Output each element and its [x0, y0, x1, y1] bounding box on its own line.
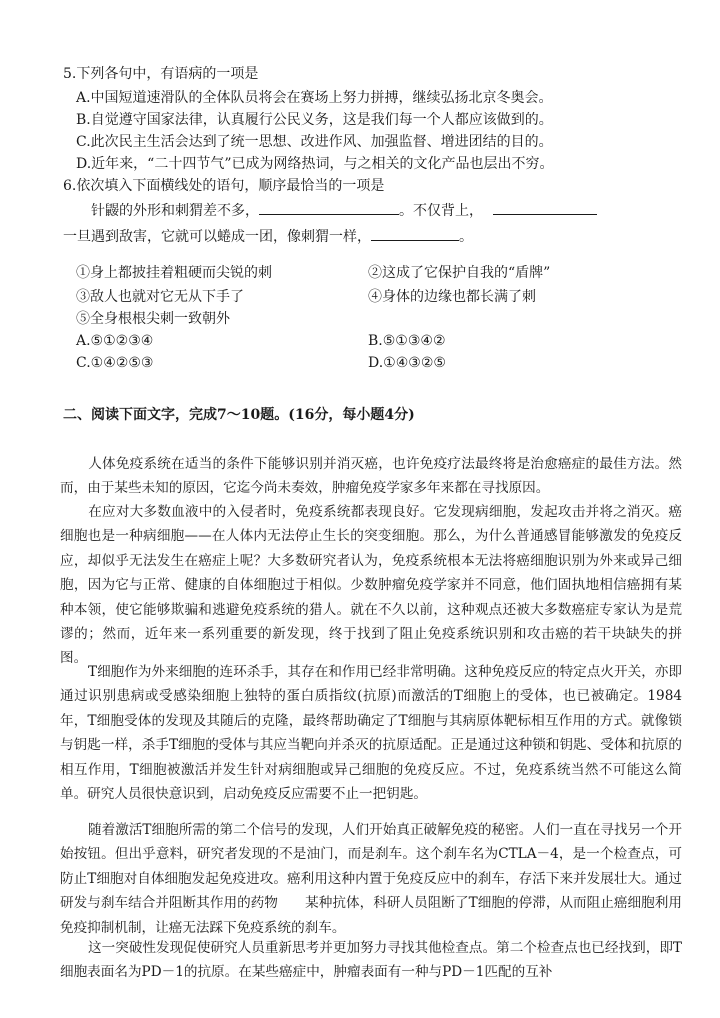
q5-stem: 5.下列各句中，有语病的一项是	[63, 66, 259, 82]
q6-passage-line-2	[63, 226, 473, 247]
p2-line: 激发的免疫反应，却似乎无法发生在癌症上呢？大多数研究者认为，免疫系统根本无法将癌细胞	[60, 528, 683, 569]
q5-option-b: B.自觉遵守国家法律，认真履行公民义务，这是我们每一个人都应该做到的。	[76, 112, 553, 128]
paragraph-4	[60, 818, 682, 940]
p3-line: 通过这种锁和钥匙、受体和抗原的相互作用，T细胞被激活并发生针对病细胞或异己细胞的免疫	[60, 737, 682, 778]
q6-text-3: 一旦遇到敌害，它就可以蜷成一团，像刺猬一样，	[63, 229, 371, 245]
q5-option-d: D.近年来，“二十四节气”已成为网络热词，与之相关的文化产品也层出不穷。	[76, 156, 554, 172]
p1-line: 人体免疫系统在适当的条件下能够识别并消灭癌，也许免疫疗法最终将是治愈癌症的最佳方	[88, 456, 641, 472]
p3-line: 被确定。1984年，T细胞受体的发现及其随后的克隆，最终帮助确定了T细胞与其病原体靶标相	[60, 688, 682, 729]
q6-text-1: 针鼹的外形和刺猬差不多，	[91, 203, 259, 219]
paragraph-2	[60, 500, 682, 671]
p2-line: 识别为外来或异己细胞，因为它与正常、健康的自体细胞过于相似。少数肿瘤免疫学家并不同意，	[60, 552, 683, 594]
p4-line: T细胞的停滞，从而阻止癌细胞利用免疫抑制机制，让癌无法踩下免疫系统的刹车。	[60, 895, 682, 936]
p3-line: 反应。不过，免疫系统当然不可能这么简单。研究人员很快意识到，启动免疫反应需要不止一把	[60, 761, 682, 803]
p4-line: 存活下来并发展壮大。通过研发与刹车结合并阻断其作用的药物 某种抗体，科研人员阻断了	[60, 870, 682, 912]
q6-choice-a: A.⑤①②③④	[76, 333, 154, 349]
q6-item-2: ②这成了它保护自我的“盾牌”	[368, 265, 551, 281]
p2-line: 点还被大多数癌症专家认为是荒谬的；然而，近年来一系列重要的新发现，终于找到了阻止免疫系	[60, 601, 683, 643]
paragraph-1	[60, 452, 682, 501]
blank-2	[493, 200, 597, 215]
paragraph-3	[60, 660, 682, 806]
q6-passage-line-1	[91, 200, 597, 221]
p5-line: 找到，即T细胞表面名为PD－1的抗原。在某些癌症中，肿瘤表面有一种与PD－1匹配的互补	[60, 940, 682, 981]
p3-line: T细胞作为外来细胞的连环杀手，其存在和作用已经非常明确。这种免疫反应的特定点火开	[88, 664, 628, 680]
blank-1	[259, 200, 399, 215]
q6-text-2: 。不仅背上，	[399, 203, 483, 219]
p4-line: 是一个检查点，可防止T细胞对自体细胞发起免疫进攻。癌利用这种内置于免疫反应中的刹车，	[60, 846, 682, 887]
q6-choice-b: B.⑤①③④②	[368, 333, 446, 349]
p2-line: 统识别和攻击癌的若干块缺失的拼图。	[60, 626, 683, 667]
section-2-heading: 二、阅读下面文字，完成7～10题。(16分，每小题4分)	[63, 407, 415, 423]
q6-choice-d: D.①④③②⑤	[368, 355, 446, 371]
q6-stem: 6.依次填入下面横线处的语句，顺序最恰当的一项是	[63, 178, 385, 194]
p3-line: 关，亦即通过识别患病或受感染细胞上独特的蛋白质指纹(抗原)而激活的T细胞上的受体，也已	[60, 664, 682, 705]
blank-3	[371, 226, 459, 241]
q6-item-1: ①身上都披挂着粗硬而尖锐的刺	[76, 265, 272, 281]
q6-item-3: ③敌人也就对它无从下手了	[76, 289, 244, 305]
paragraph-5	[60, 936, 682, 985]
p2-line: 他们固执地相信癌拥有某种本领，使它能够欺骗和逃避免疫系统的猎人。就在不久以前，这种观	[60, 577, 683, 618]
p4-line: 找另一个开始按钮。但出乎意料，研究者发现的不是油门，而是刹车。这个刹车名为CTLA－4，	[60, 822, 682, 863]
p4-line: 随着激活T细胞所需的第二个信号的发现，人们开始真正破解免疫的秘密。人们一直在寻	[88, 822, 614, 838]
p3-line: 钥匙。	[386, 786, 428, 803]
q6-item-4: ④身体的边缘也都长满了刺	[368, 289, 536, 305]
p5-line: 这一突破性发现促使研究人员重新思考并更加努力寻找其他检查点。第二个检查点也已经	[88, 940, 619, 956]
q6-choice-c: C.①④②⑤③	[76, 355, 154, 371]
p3-line: 互作用的方式。就像锁与钥匙一样，杀手T细胞的受体与其应当靶向并杀灭的抗原适配。正是	[60, 712, 682, 754]
q6-text-4: 。	[459, 229, 473, 245]
q5-option-c: C.此次民主生活会达到了统一思想、改进作风、加强监督、增进团结的目的。	[76, 134, 553, 150]
p2-line: 在应对大多数血液中的入侵者时，免疫系统都表现良好。它发现病细胞，发起攻击并将之消	[88, 504, 641, 520]
q5-option-a: A.中国短道速滑队的全体队员将会在赛场上努力拼搏，继续弘扬北京冬奥会。	[76, 90, 553, 106]
p1-line: 法。然而，由于某些未知的原因，它迄今尚未奏效，肿瘤免疫学家多年来都在寻找原因。	[60, 456, 683, 497]
p2-line: 灭。癌细胞也是一种病细胞——在人体内无法停止生长的突变细胞。那么，为什么普通感冒能够	[60, 504, 683, 545]
q6-item-5: ⑤全身根根尖刺一致朝外	[76, 311, 230, 327]
